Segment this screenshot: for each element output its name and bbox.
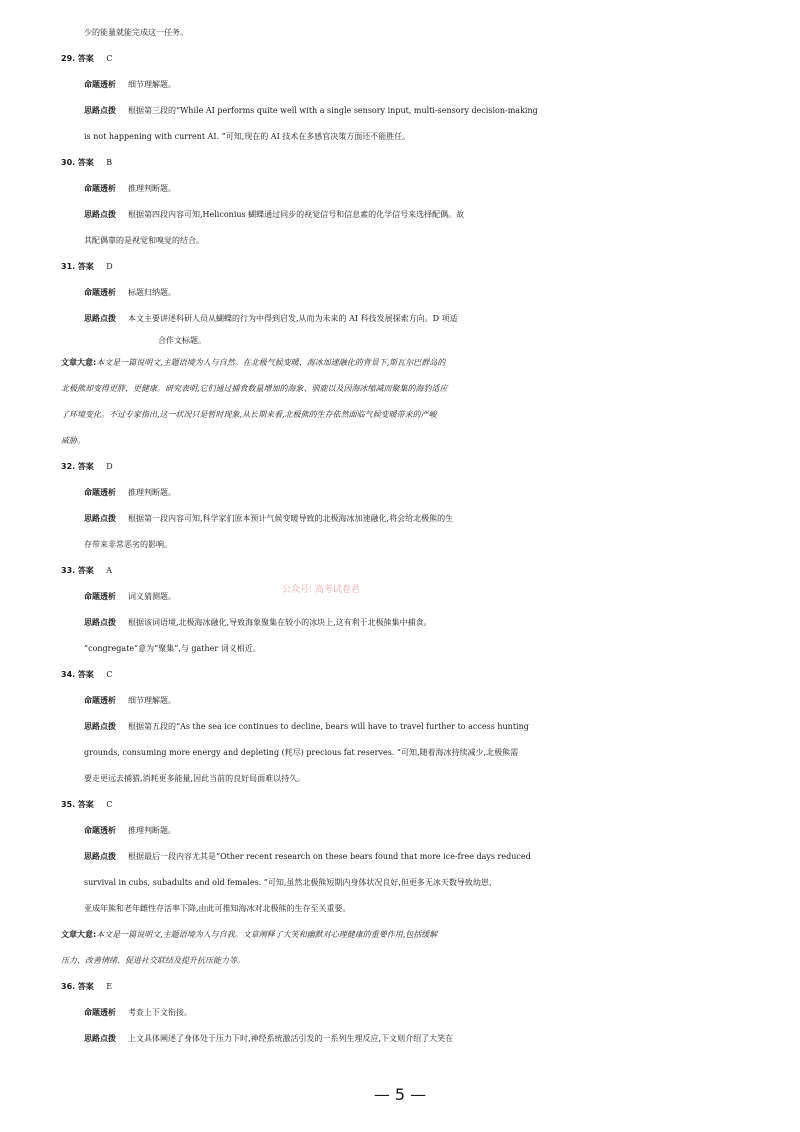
question-33-idea-cont: [0, 641, 800, 657]
question-31-idea-cont: [0, 333, 800, 349]
analysis-label: 命题透析: [84, 592, 116, 601]
question-number: 32.: [61, 462, 76, 471]
question-30-idea-cont: [0, 233, 800, 249]
summary-text: 本文是一篇说明文,主题语境为人与自我。文章阐释了大笑和幽默对心理健康的重要作用,包括缓解: [96, 930, 438, 939]
question-35-idea-cont2: [0, 901, 800, 917]
summary-text: 威胁。: [61, 436, 85, 445]
idea-text: 根据第三段的“While AI performs quite well with a single sensory input, multi-sensory decision-making: [128, 106, 538, 115]
question-29-idea: [0, 103, 800, 119]
question-31-idea: [0, 311, 800, 327]
answer-letter: E: [106, 982, 113, 991]
article-summary-2: [0, 927, 800, 943]
answer-letter: C: [106, 670, 113, 679]
idea-label: 思路点拨: [84, 722, 116, 731]
watermark: 公众号: 高考试卷君: [282, 585, 360, 595]
question-34-idea: [0, 719, 800, 735]
idea-text: “congregate”意为“聚集”,与 gather 词义相近。: [84, 644, 261, 653]
answer-label: 答案: [77, 800, 94, 809]
analysis-label: 命题透析: [84, 184, 116, 193]
analysis-text: 标题归纳题。: [128, 288, 176, 297]
analysis-label: 命题透析: [84, 826, 116, 835]
question-32-answer: [0, 459, 800, 475]
idea-text: 根据该词语境,北极海冰融化,导致海象聚集在较小的冰块上,这有利于北极熊集中捕食。: [128, 618, 432, 627]
question-33-idea: [0, 615, 800, 631]
question-34-idea-cont2: [0, 771, 800, 787]
idea-text: 上文具体阐述了身体处于压力下时,神经系统激活引发的一系列生理反应,下文则介绍了大笑在: [128, 1034, 454, 1043]
analysis-text: 推理判断题。: [128, 488, 176, 497]
idea-text: 根据第五段的“As the sea ice continues to decline, bears will have to travel further to access hunting: [128, 722, 529, 731]
idea-label: 思路点拨: [84, 618, 116, 627]
idea-text: 根据最后一段内容尤其是“Other recent research on these bears found that more ice-free days reduced: [128, 852, 531, 861]
summary-text: 北极熊却变得更胖、更健康。研究表明,它们通过捕食数量增加的海象、驯鹿以及因海冰缩减而聚集的海豹适应: [61, 384, 448, 393]
answer-letter: C: [106, 54, 113, 63]
analysis-text: 考查上下文衔接。: [128, 1008, 192, 1017]
question-29-idea-cont: [0, 129, 800, 145]
question-34-analysis: [0, 693, 800, 709]
answer-label: 答案: [77, 462, 94, 471]
analysis-label: 命题透析: [84, 80, 116, 89]
idea-text: 根据第一段内容可知,科学家们原本预计气候变暖导致的北极海冰加速融化,将会给北极熊的生: [128, 514, 454, 523]
idea-text: survival in cubs, subadults and old females. ”可知,虽然北极熊短期内身体状况良好,但更多无冰天数导致幼崽、: [84, 878, 497, 887]
analysis-text: 细节理解题。: [128, 80, 176, 89]
question-number: 30.: [61, 158, 76, 167]
idea-label: 思路点拨: [84, 106, 116, 115]
answer-label: 答案: [77, 262, 94, 271]
answer-label: 答案: [77, 158, 94, 167]
analysis-text: 词义猜测题。: [128, 592, 176, 601]
question-32-idea: [0, 511, 800, 527]
question-29-analysis: [0, 77, 800, 93]
analysis-label: 命题透析: [84, 696, 116, 705]
idea-text: 存带来非常恶劣的影响。: [84, 540, 172, 549]
question-number: 31.: [61, 262, 76, 271]
idea-text: 其配偶靠的是视觉和嗅觉的结合。: [84, 236, 204, 245]
answer-letter: D: [106, 262, 113, 271]
article-summary-2-line2: [0, 953, 800, 969]
question-33-analysis: [0, 589, 800, 605]
paragraph-text: 少的能量就能完成这一任务。: [84, 28, 188, 37]
idea-text: is not happening with current AI. ”可知,现在的 AI 技术在多感官决策方面还不能胜任。: [84, 132, 411, 141]
question-32-idea-cont: [0, 537, 800, 553]
idea-text: grounds, consuming more energy and depleting (耗尽) precious fat reserves. ”可知,随着海冰持续减少,北极熊需: [84, 748, 519, 757]
question-34-idea-cont: [0, 745, 800, 761]
question-30-answer: [0, 155, 800, 171]
intro-tail: [0, 25, 800, 41]
idea-text: 亚成年熊和老年雌性存活率下降,由此可推知海冰对北极熊的生存至关重要。: [84, 904, 351, 913]
analysis-label: 命题透析: [84, 488, 116, 497]
idea-label: 思路点拨: [84, 210, 116, 219]
answer-letter: A: [106, 566, 113, 575]
answer-label: 答案: [77, 670, 94, 679]
answer-letter: C: [106, 800, 113, 809]
article-summary-1-line2: [0, 381, 800, 397]
question-35-idea: [0, 849, 800, 865]
question-36-idea: [0, 1031, 800, 1047]
analysis-text: 推理判断题。: [128, 826, 176, 835]
summary-label: 文章大意:: [61, 930, 97, 939]
question-35-idea-cont: [0, 875, 800, 891]
page-number: — 5 —: [373, 1085, 427, 1104]
question-31-analysis: [0, 285, 800, 301]
idea-text: 合作文标题。: [158, 336, 206, 345]
article-summary-1-line3: [0, 407, 800, 423]
idea-text: 本文主要讲述科研人员从蝴蝶的行为中得到启发,从而为未来的 AI 科技发展探索方向。D 项适: [128, 314, 458, 323]
question-31-answer: [0, 259, 800, 275]
summary-label: 文章大意:: [61, 358, 97, 367]
question-34-answer: [0, 667, 800, 683]
article-summary-1: [0, 355, 800, 371]
question-33-answer: [0, 563, 800, 579]
question-35-analysis: [0, 823, 800, 839]
question-number: 33.: [61, 566, 76, 575]
question-36-answer: [0, 979, 800, 995]
question-29-answer: [0, 51, 800, 67]
answer-label: 答案: [77, 982, 94, 991]
idea-label: 思路点拨: [84, 314, 116, 323]
idea-text: 要走更远去捕猎,消耗更多能量,因此当前的良好局面难以持久。: [84, 774, 306, 783]
analysis-text: 细节理解题。: [128, 696, 176, 705]
analysis-label: 命题透析: [84, 288, 116, 297]
summary-text: 压力、改善情绪、促进社交联结及提升抗压能力等。: [61, 956, 245, 965]
summary-text: 了环境变化。不过专家指出,这一状况只是暂时现象,从长期来看,北极熊的生存依然面临气候变暖带来的严峻: [61, 410, 437, 419]
question-30-analysis: [0, 181, 800, 197]
answer-letter: B: [106, 158, 113, 167]
question-number: 35.: [61, 800, 76, 809]
answer-label: 答案: [77, 54, 94, 63]
article-summary-1-line4: [0, 433, 800, 449]
idea-label: 思路点拨: [84, 514, 116, 523]
analysis-label: 命题透析: [84, 1008, 116, 1017]
answer-letter: D: [106, 462, 113, 471]
question-32-analysis: [0, 485, 800, 501]
question-35-answer: [0, 797, 800, 813]
question-number: 29.: [61, 54, 76, 63]
idea-label: 思路点拨: [84, 1034, 116, 1043]
summary-text: 本文是一篇说明文,主题语境为人与自然。在北极气候变暖、海冰加速融化的背景下,斯瓦尔巴群岛的: [96, 358, 446, 367]
idea-label: 思路点拨: [84, 852, 116, 861]
question-number: 36.: [61, 982, 76, 991]
question-30-idea: [0, 207, 800, 223]
question-36-analysis: [0, 1005, 800, 1021]
idea-text: 根据第四段内容可知,Heliconius 蝴蝶通过同步的视觉信号和信息素的化学信号来选择配偶。故: [128, 210, 465, 219]
answer-label: 答案: [77, 566, 94, 575]
analysis-text: 推理判断题。: [128, 184, 176, 193]
question-number: 34.: [61, 670, 76, 679]
